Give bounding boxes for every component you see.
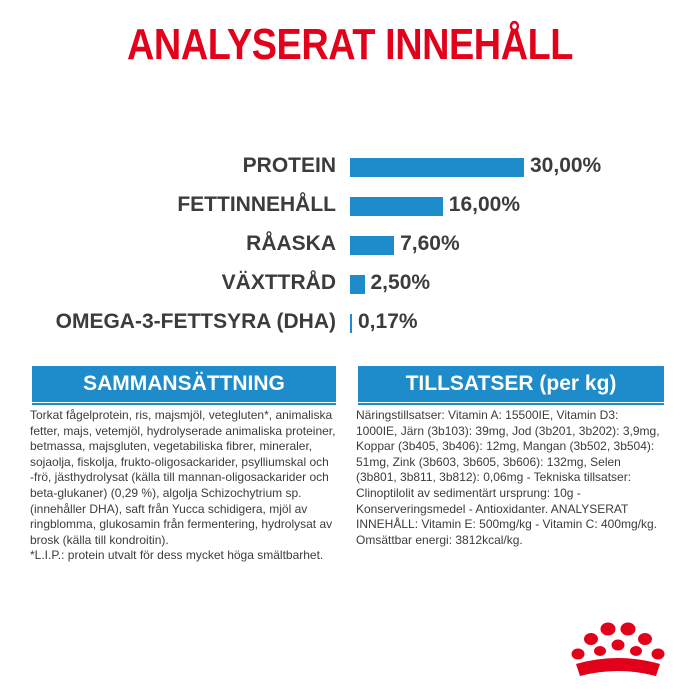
chart-category-label: PROTEIN bbox=[242, 154, 336, 177]
chart-value-label: 2,50% bbox=[370, 271, 431, 294]
chart-bar bbox=[350, 197, 443, 216]
chart-value-label: 30,00% bbox=[530, 154, 602, 177]
chart-value-label: 16,00% bbox=[448, 193, 521, 216]
composition-panel bbox=[30, 408, 336, 564]
chart-category-label: RÅASKA bbox=[246, 232, 336, 255]
chart-bar bbox=[350, 275, 365, 294]
additives-heading: TILLSATSER (per kg) bbox=[358, 366, 664, 402]
additives-text: Näringstillsatser: Vitamin A: 15500IE, Vitamin D3: 1000IE, Järn (3b103): 39mg, Jod (3b201, 3b202): 3,9mg, Koppar (3b405, 3b406): 12mg, Mangan (3b502, 3b504): 51mg, Zink (3b603, 3b605, 3b606): 132mg, Selen (3b801, 3b811, 3b812): 0,06mg - Tekniska tillsatser: Clinoptilolit av sedimentärt ursprung: 10g - Konserveringsmedel - Antioxidanter. ANALYSERAT INNEHÅLL: Vitamin E: 500mg/kg - Vitamin C: 400mg/kg. Omsättbar energi: 3812kcal/kg. bbox=[356, 408, 660, 547]
chart-category-label: FETTINNEHÅLL bbox=[177, 193, 336, 216]
chart-row bbox=[0, 267, 700, 303]
chart-value-label: 7,60% bbox=[400, 232, 460, 255]
composition-footnote: *L.I.P.: protein utvalt för dess mycket höga smältbarhet. bbox=[30, 548, 324, 563]
chart-row bbox=[0, 189, 700, 225]
chart-category-label: OMEGA-3-FETTSYRA (DHA) bbox=[55, 310, 336, 333]
additives-panel bbox=[356, 408, 660, 548]
chart-row bbox=[0, 150, 700, 186]
chart-value-label: 0,17% bbox=[358, 310, 418, 333]
page-title: ANALYSERAT INNEHÅLL bbox=[127, 20, 573, 69]
composition-divider bbox=[32, 403, 336, 405]
chart-row bbox=[0, 228, 700, 264]
chart-row bbox=[0, 306, 700, 342]
additives-divider bbox=[358, 403, 664, 405]
chart-category-label: VÄXTTRÅD bbox=[221, 271, 336, 294]
royal-canin-crown-icon bbox=[570, 614, 666, 688]
composition-text: Torkat fågelprotein, ris, majsmjöl, vetegluten*, animaliska fetter, majs, vetemjöl, hydrolyserade animaliska proteiner, betmassa, majsgluten, vegetabiliska fibrer, mineraler, sojaolja, fiskolja, frukto-oligosackarider, psylliumskal och -frö, jästhydrolysat (källa till mannan-oligosackarider och beta-glukaner) (0,29 %), algolja Schizochytrium sp. (innehåller DHA), saft från Yucca schidigera, mjöl av ringblomma, glukosamin från fermentering, hydrolysat av brosk (källa till kondroitin). bbox=[30, 408, 336, 547]
composition-heading: SAMMANSÄTTNING bbox=[32, 366, 336, 402]
chart-bar bbox=[350, 236, 394, 255]
chart-bar bbox=[350, 158, 524, 177]
chart-bar bbox=[350, 314, 352, 333]
